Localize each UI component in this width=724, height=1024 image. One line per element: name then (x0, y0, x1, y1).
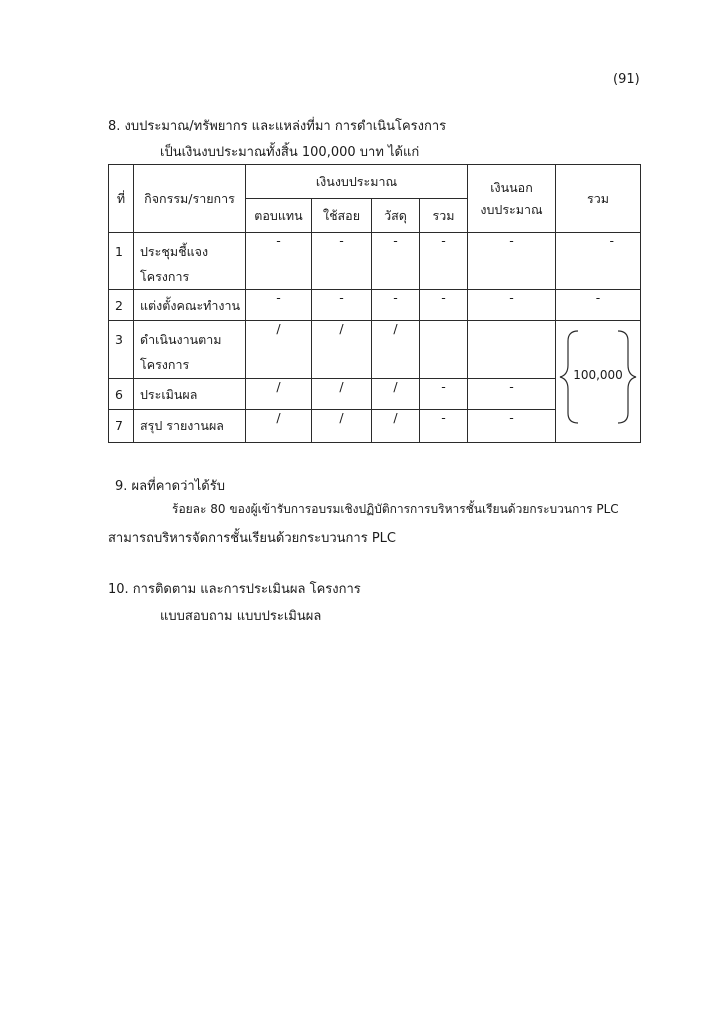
row-activity (134, 233, 246, 290)
row-materials: - (372, 290, 420, 321)
section9-paragraph-line1: ร้อยละ 80 ของผู้เข้ารับการอบรมเชิงปฏิบัติการการบริหารชั้นเรียนด้วยกระบวนการ PLC (172, 502, 619, 516)
budget-table (108, 164, 641, 443)
row-no: 2 (109, 290, 134, 321)
row-no: 6 (109, 379, 134, 410)
row-compensation: / (246, 379, 312, 410)
header-total: รวม (556, 165, 641, 233)
header-activity: กิจกรรม/รายการ (134, 165, 246, 233)
row-no: 7 (109, 410, 134, 443)
row-activity-line1: ประชุมชี้แจง (140, 244, 209, 259)
row-sum: - (420, 233, 468, 290)
row-compensation: - (246, 290, 312, 321)
table-row (109, 233, 641, 290)
row-total: - (556, 233, 641, 290)
row-non-budget: - (468, 410, 556, 443)
grand-total-cell (556, 321, 641, 443)
section9-heading: 9. ผลที่คาดว่าได้รับ (115, 479, 225, 494)
row-non-budget: - (468, 379, 556, 410)
section8-intro: เป็นเงินงบประมาณทั้งสิ้น 100,000 บาท ได้แก่ (160, 145, 420, 160)
section9-paragraph-line2: สามารถบริหารจัดการชั้นเรียนด้วยกระบวนการ PLC (108, 531, 396, 546)
row-usage: / (312, 379, 372, 410)
row-activity: ประเมินผล (134, 379, 246, 410)
header-non-budget-line1: เงินนอก (490, 179, 533, 195)
row-non-budget (468, 321, 556, 379)
row-sum (420, 321, 468, 379)
row-activity: แต่งตั้งคณะทำงาน (134, 290, 246, 321)
header-usage: ใช้สอย (312, 199, 372, 233)
page-number: (91) (613, 72, 640, 87)
row-non-budget: - (468, 233, 556, 290)
row-materials: - (372, 233, 420, 290)
row-no: 1 (109, 233, 134, 290)
row-activity (134, 321, 246, 379)
row-total: - (556, 290, 641, 321)
row-usage: - (312, 290, 372, 321)
table-row (109, 290, 641, 321)
row-usage: / (312, 321, 372, 379)
row-materials: / (372, 321, 420, 379)
row-non-budget: - (468, 290, 556, 321)
header-non-budget-line2: งบประมาณ (480, 201, 543, 217)
row-activity-line2: โครงการ (140, 269, 190, 284)
row-sum: - (420, 410, 468, 443)
row-usage: / (312, 410, 372, 443)
row-materials: / (372, 379, 420, 410)
row-activity-line1: ดำเนินงานตาม (140, 332, 222, 347)
row-activity-line2: โครงการ (140, 357, 190, 372)
row-materials: / (372, 410, 420, 443)
section10-content: แบบสอบถาม แบบประเมินผล (160, 609, 322, 624)
header-compensation: ตอบแทน (246, 199, 312, 233)
header-budget: เงินงบประมาณ (246, 165, 468, 199)
header-no: ที่ (109, 165, 134, 233)
row-compensation: - (246, 233, 312, 290)
grand-total-value: 100,000 (573, 368, 623, 382)
header-materials: วัสดุ (372, 199, 420, 233)
row-compensation: / (246, 321, 312, 379)
row-sum: - (420, 379, 468, 410)
header-sum: รวม (420, 199, 468, 233)
row-no: 3 (109, 321, 134, 379)
row-sum: - (420, 290, 468, 321)
table-row (109, 321, 641, 379)
section8-heading: 8. งบประมาณ/ทรัพยากร และแหล่งที่มา การดำเนินโครงการ (108, 119, 447, 134)
row-compensation: / (246, 410, 312, 443)
header-non-budget (468, 165, 556, 233)
row-usage: - (312, 233, 372, 290)
section10-heading: 10. การติดตาม และการประเมินผล โครงการ (108, 582, 361, 597)
row-activity: สรุป รายงานผล (134, 410, 246, 443)
